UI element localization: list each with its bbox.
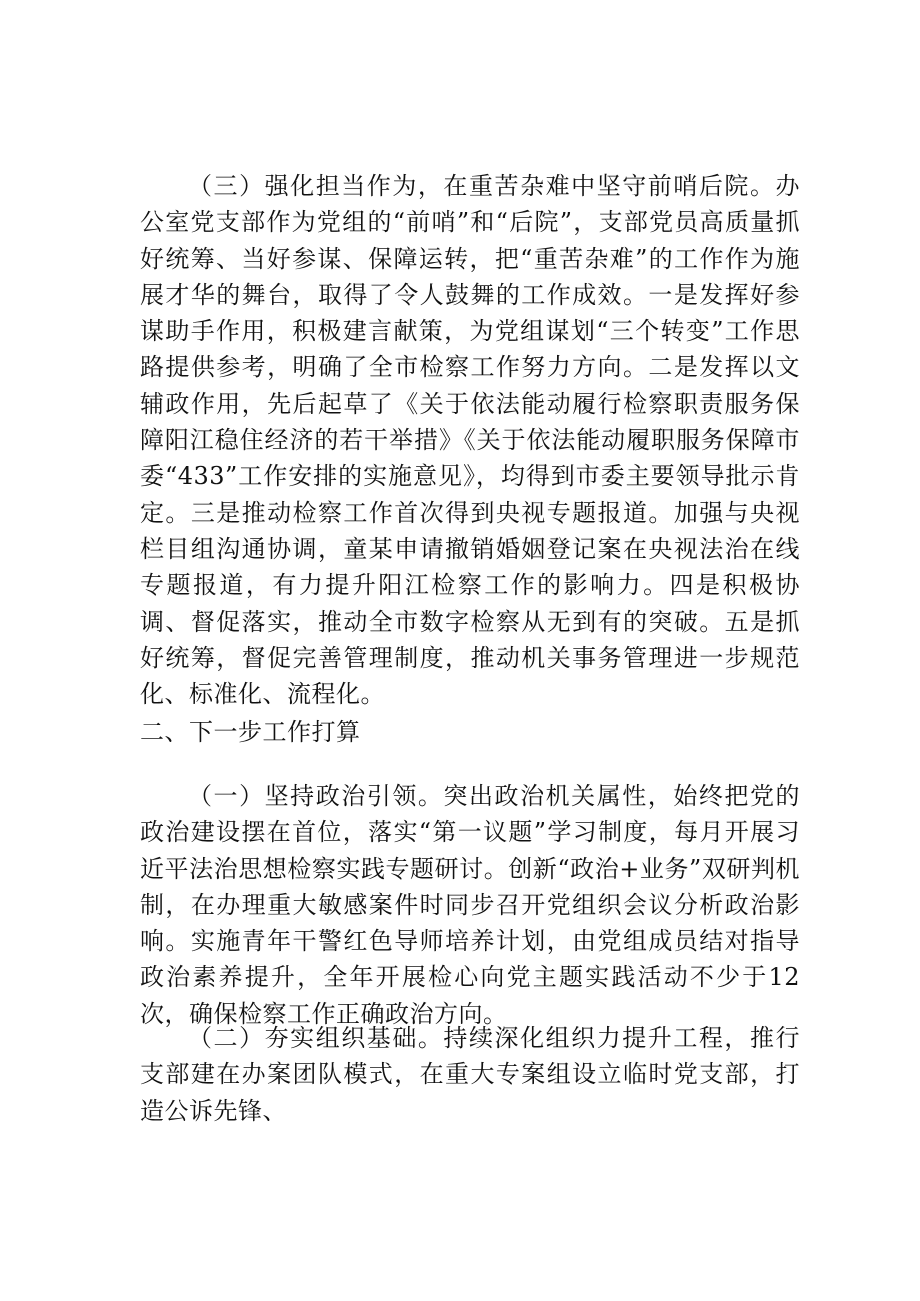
paragraph-section-three: （三）强化担当作为，在重苦杂难中坚守前哨后院。办公室党支部作为党组的“前哨”和“后院”，支部党员高质量抓好统筹、当好参谋、保障运转，把“重苦杂难”的工作作为施展才华的舞台，取得了令人鼓舞的工作成效。一是发挥好参谋助手作用，积极建言献策，为党组谋划“三个转变”工作思路提供参考，明确了全市检察工作努力方向。二是发挥以文辅政作用，先后起草了《关于依法能动履行检察职责服务保障阳江稳住经济的若干举措》《关于依法能动履职服务保障市委“433”工作安排的实施意见》，均得到市委主要领导批示肯定。三是推动检察工作首次得到央视专题报道。加强与央视栏目组沟通协调，童某申请撤销婚姻登记案在央视法治在线专题报道，有力提升阳江检察工作的影响力。四是积极协调、督促落实，推动全市数字检察从无到有的突破。五是抓好统筹，督促完善管理制度，推动机关事务管理进一步规范化、标准化、流程化。 — [140, 172, 800, 709]
heading-next-step-plan: 二、下一步工作打算 — [140, 718, 361, 746]
document-body — [140, 168, 800, 1129]
paragraph-political-leadership: （一）坚持政治引领。突出政治机关属性，始终把党的政治建设摆在首位，落实“第一议题”学习制度，每月开展习近平法治思想检察实践专题研讨。创新“政治+业务”双研判机制，在办理重大敏感案件时同步召开党组织会议分析政治影响。实施青年干警红色导师培养计划，由党组成员结对指导政治素养提升，全年开展检心向党主题实践活动不少于12次，确保检察工作正确政治方向。 — [140, 782, 800, 1028]
paragraph-organization-foundation: （二）夯实组织基础。持续深化组织力提升工程，推行支部建在办案团队模式，在重大专案组设立临时党支部，打造公诉先锋、 — [140, 1024, 800, 1125]
